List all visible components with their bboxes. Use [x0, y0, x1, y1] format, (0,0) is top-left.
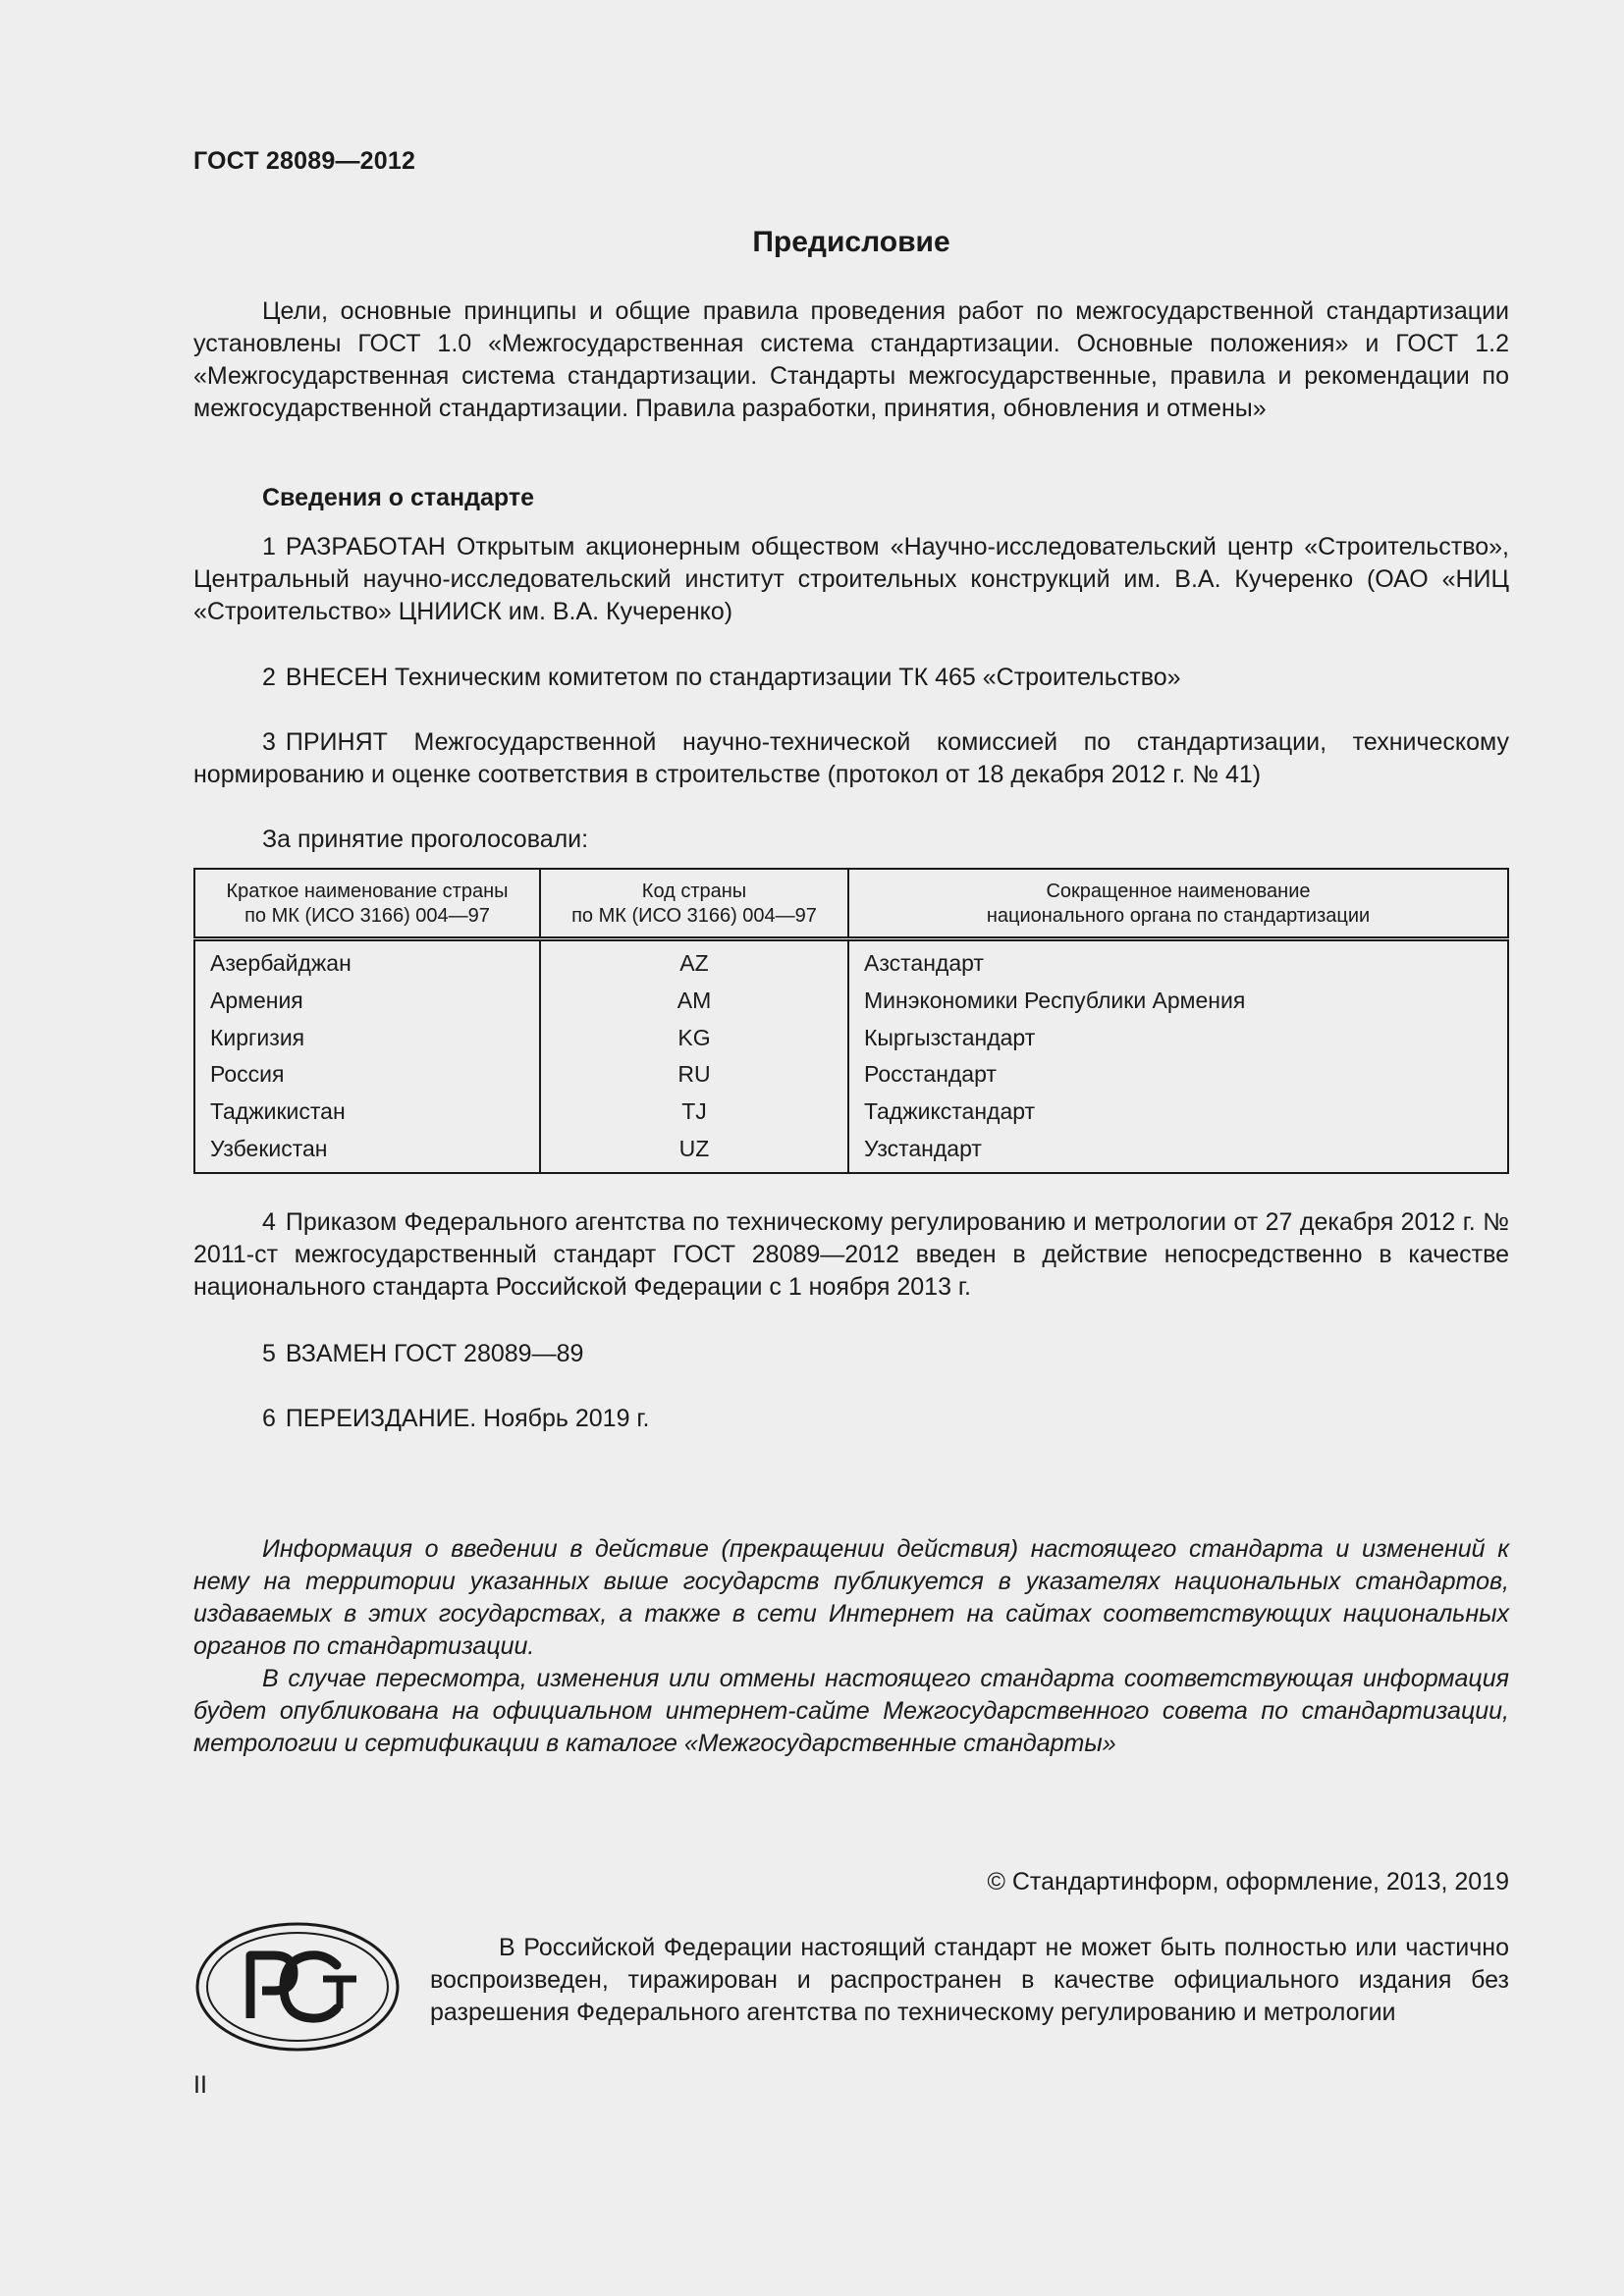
item-number: 1 [262, 533, 276, 561]
copyright-line: © Стандартинформ, оформление, 2013, 2019 [987, 1868, 1509, 1896]
table-row [194, 1094, 1508, 1131]
item-text: ПЕРЕИЗДАНИЕ. Ноябрь 2019 г. [285, 1405, 650, 1432]
item-6 [193, 1403, 1509, 1435]
country-code-cell: AZ [540, 939, 848, 983]
item-number: 3 [262, 728, 276, 756]
reproduction-rights-notice: В Российской Федерации настоящий стандарт не может быть полностью или частично воспроизведен, тиражирован и распространен в качестве официального издания без разрешения Федерального агентства по техническому регулированию и метрологии [430, 1934, 1509, 2026]
rst-logo-icon [193, 1920, 402, 2054]
national-body-cell: Минэкономики Республики Армения [848, 983, 1508, 1020]
note-publication-info: Информация о введении в действие (прекращении действия) настоящего стандарта и изменений к нему на территории указанных выше государств публикуется в указателях национальных стандартов, издаваемых в этих государствах, а также в сети Интернет на сайтах соответствующих национальных органов по стандартизации. [193, 1535, 1509, 1660]
country-code-cell: AM [540, 983, 848, 1020]
note-revision-info: В случае пересмотра, изменения или отмены настоящего стандарта соответствующая информация будет опубликована на официальном интернет-сайте Межгосударственного совета по стандартизации, метрологии и сертификации в каталоге «Межгосударственные стандарты» [193, 1665, 1509, 1757]
page-title: Предисловие [752, 226, 950, 258]
header-country-code: Код страны по МК (ИСО 3166) 004—97 [540, 869, 848, 939]
item-text: ВНЕСЕН Техническим комитетом по стандартизации ТК 465 «Строительство» [285, 664, 1181, 691]
country-code-cell: UZ [540, 1131, 848, 1173]
item-number: 4 [262, 1208, 276, 1236]
countries-table [193, 868, 1509, 1174]
item-text: ПРИНЯТ Межгосударственной научно-технической комиссией по стандартизации, техническому нормированию и оценке соответствия в строительстве (протокол от 18 декабря 2012 г. № 41) [193, 728, 1509, 788]
table-row [194, 1020, 1508, 1057]
page-number: II [193, 2071, 207, 2099]
national-body-cell: Росстандарт [848, 1056, 1508, 1094]
country-name-cell: Азербайджан [210, 950, 352, 976]
national-body-cell: Таджикстандарт [848, 1094, 1508, 1131]
item-text: РАЗРАБОТАН Открытым акционерным обществом «Научно-исследовательский центр «Строительство», Центральный научно-исследовательский институт строительных конструкций им. В.А. Кучеренко (ОАО «НИЦ «Строительство» ЦНИИСК им. В.А. Кучеренко) [193, 533, 1509, 625]
country-code-cell: RU [540, 1056, 848, 1094]
item-number: 5 [262, 1340, 276, 1367]
national-body-cell: Узстандарт [848, 1131, 1508, 1173]
header-national-body: Сокращенное наименование национального органа по стандартизации [848, 869, 1508, 939]
table-row [194, 1131, 1508, 1173]
intro-paragraph: Цели, основные принципы и общие правила проведения работ по межгосударственной стандартизации установлены ГОСТ 1.0 «Межгосударственная система стандартизации. Основные положения» и ГОСТ 1.2 «Межгосударственная система стандартизации. Стандарты межгосударственные, правила и рекомендации по межгосударственной стандартизации. Правила разработки, принятия, обновления и отмены» [193, 297, 1509, 422]
vote-label: За принятие проголосовали: [262, 826, 589, 853]
item-number: 2 [262, 664, 276, 691]
country-code-cell: KG [540, 1020, 848, 1057]
item-1 [193, 531, 1509, 628]
info-heading: Сведения о стандарте [262, 484, 535, 511]
table-row [194, 939, 1508, 983]
table-row [194, 1056, 1508, 1094]
table-header-row [194, 869, 1508, 939]
country-name-cell: Армения [210, 987, 303, 1013]
item-number: 6 [262, 1405, 276, 1432]
national-body-cell: Азстандарт [848, 939, 1508, 983]
country-name-cell: Таджикистан [210, 1098, 346, 1125]
item-text: ВЗАМЕН ГОСТ 28089—89 [285, 1340, 584, 1367]
country-name-cell: Россия [210, 1061, 285, 1088]
item-2 [193, 662, 1509, 694]
national-body-cell: Кыргызстандарт [848, 1020, 1508, 1057]
country-name-cell: Узбекистан [210, 1135, 328, 1161]
document-code-header: ГОСТ 28089—2012 [193, 147, 416, 175]
item-text: Приказом Федерального агентства по техническому регулированию и метрологии от 27 декабря 2012 г. № 2011-ст межгосударственный стандарт ГОСТ 28089—2012 введен в действие непосредственно в качестве национального стандарта Российской Федерации с 1 ноября 2013 г. [193, 1208, 1509, 1301]
table-row [194, 983, 1508, 1020]
item-3 [193, 726, 1509, 791]
item-4 [193, 1206, 1509, 1304]
item-5 [193, 1338, 1509, 1370]
country-name-cell: Киргизия [210, 1024, 305, 1050]
header-country-name: Краткое наименование страны по МК (ИСО 3166) 004—97 [194, 869, 540, 939]
country-code-cell: TJ [540, 1094, 848, 1131]
